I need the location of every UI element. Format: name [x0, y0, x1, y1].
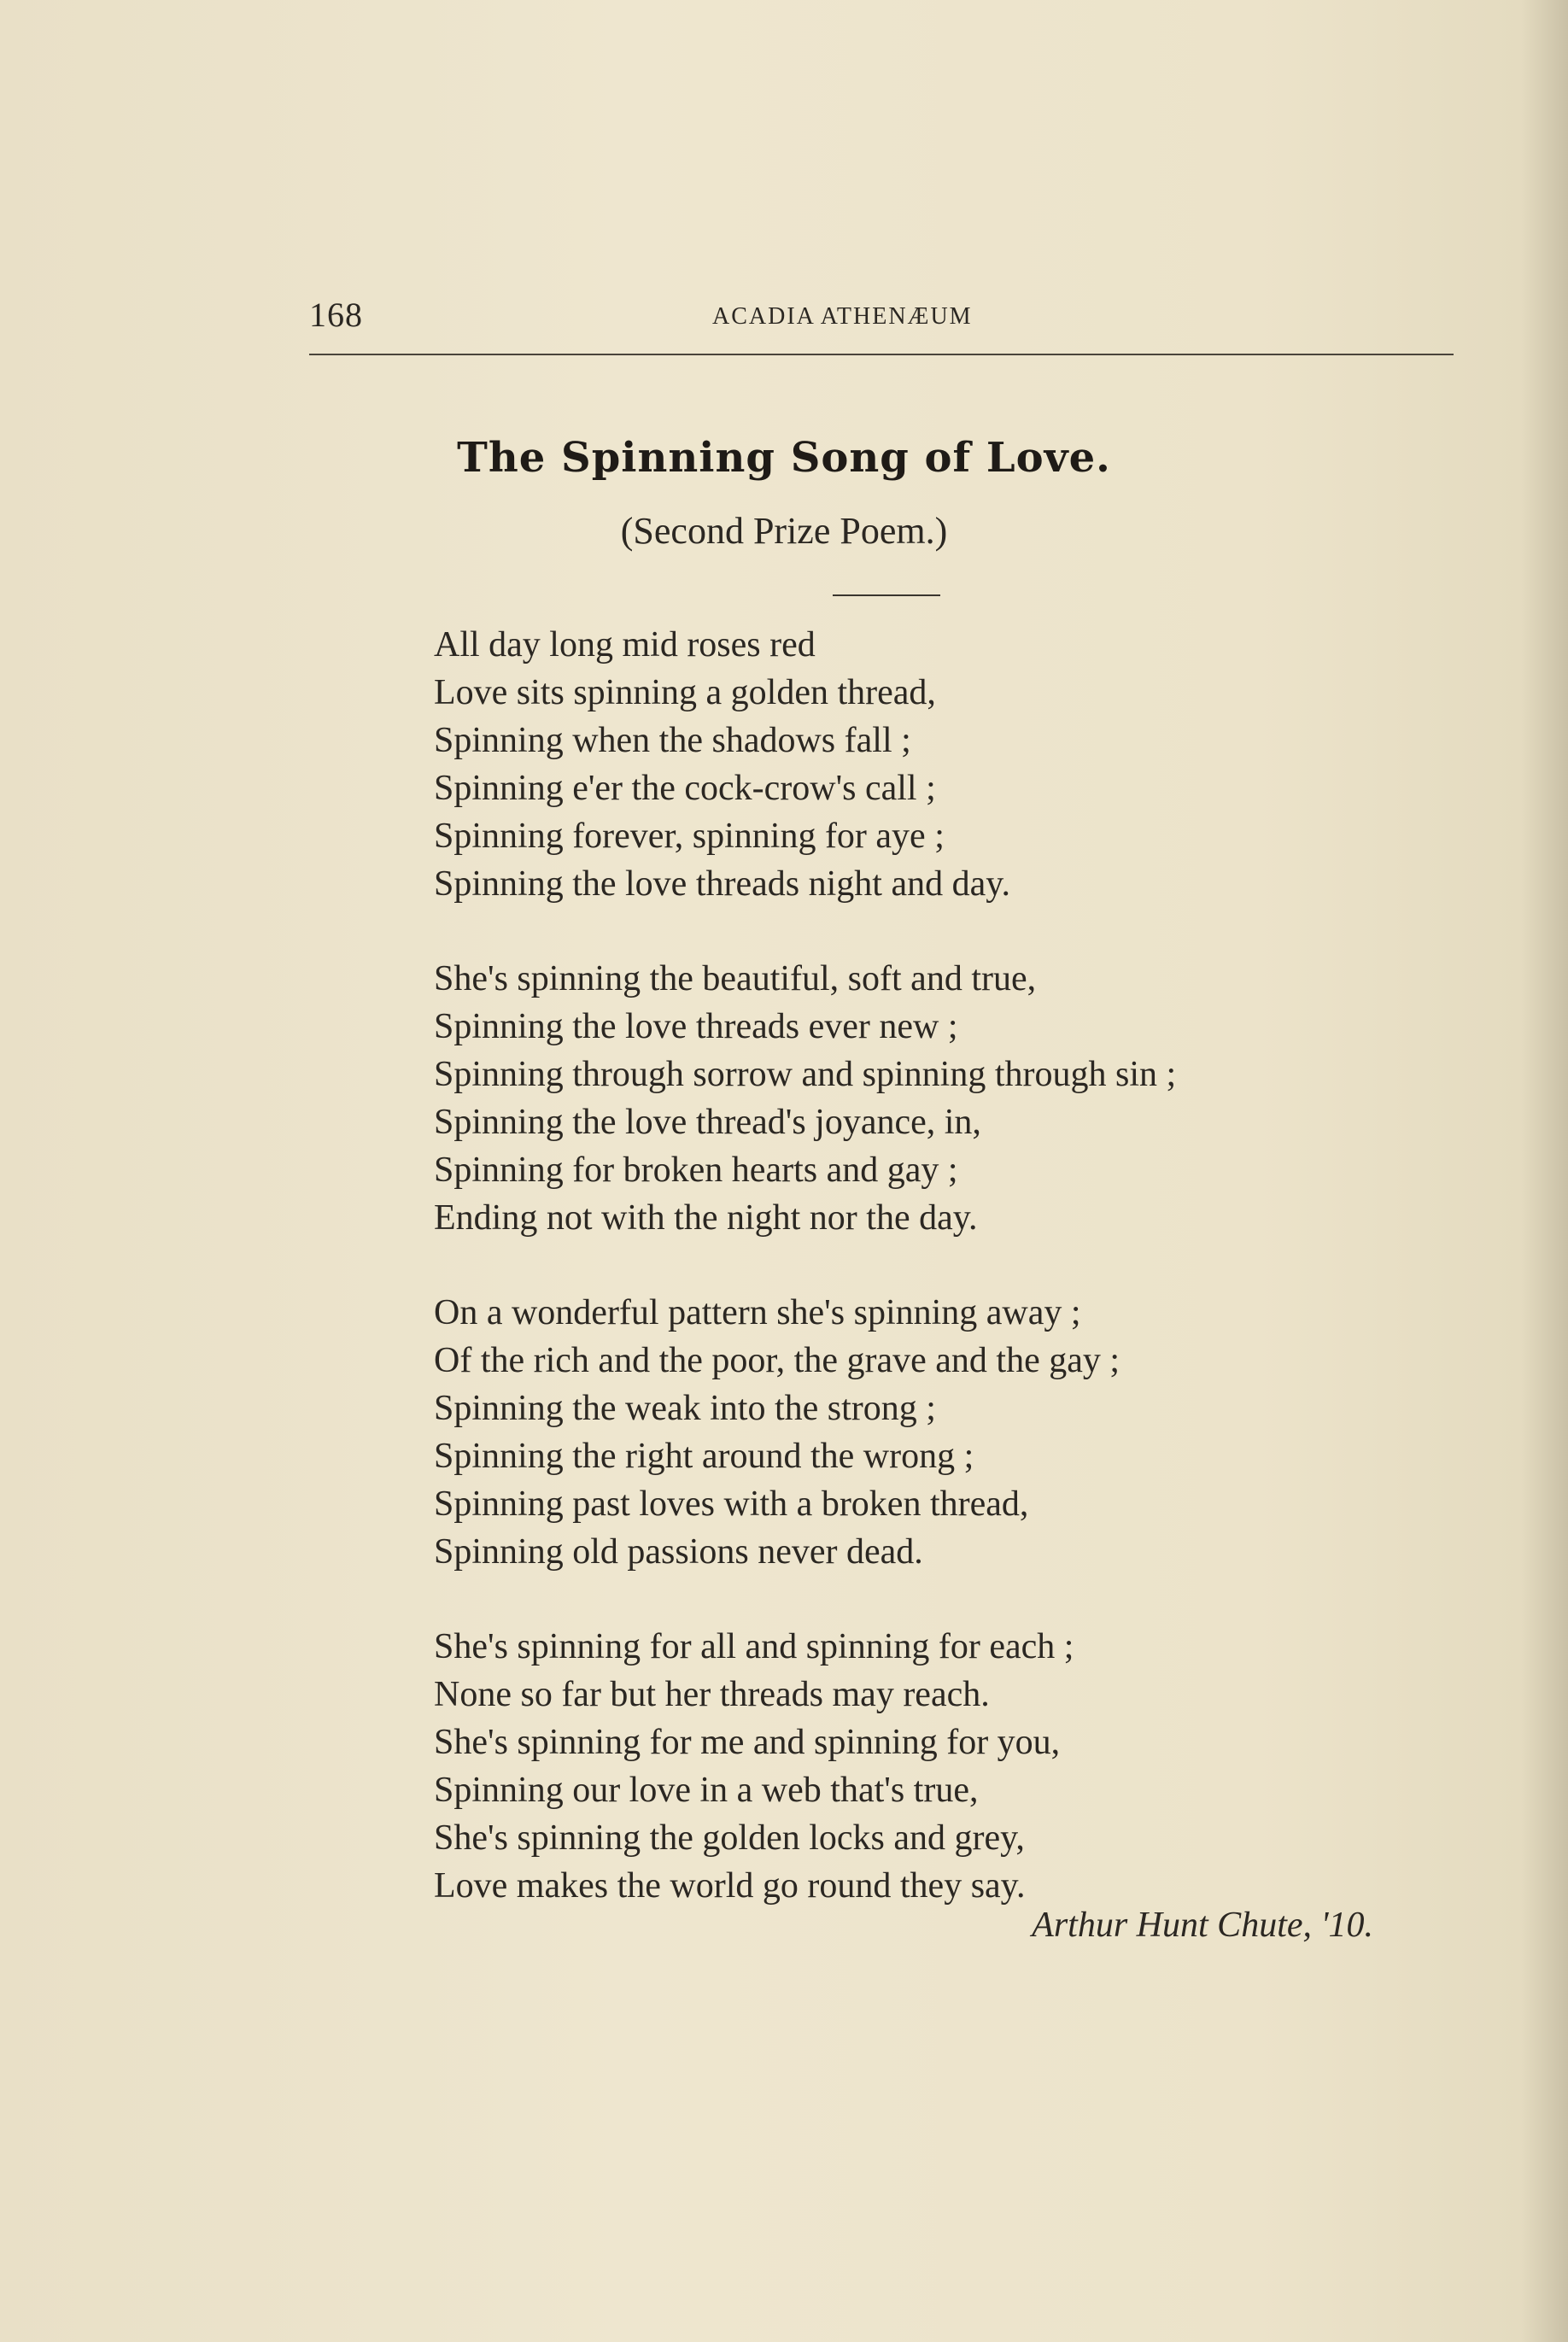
stanza-1: [434, 621, 1176, 908]
header-rule: [309, 354, 1454, 355]
stanza-3: [434, 1289, 1176, 1576]
title-divider: [833, 594, 940, 596]
poem-line: Ending not with the night nor the day.: [434, 1198, 978, 1238]
stanza-2: [434, 955, 1176, 1242]
poem-line: Spinning the love threads ever new ;: [434, 1007, 958, 1046]
running-head: ACADIA ATHENÆUM: [712, 303, 973, 330]
poem-line: She's spinning for all and spinning for each ;: [434, 1627, 1074, 1666]
poem-line: Spinning the weak into the strong ;: [434, 1389, 936, 1428]
poem-line: Spinning old passions never dead.: [434, 1532, 923, 1572]
poem-line: Spinning the love threads night and day.: [434, 864, 1010, 904]
poem-line: She's spinning for me and spinning for you,: [434, 1723, 1061, 1762]
poem-line: Spinning the love thread's joyance, in,: [434, 1103, 981, 1142]
poem-line: Love makes the world go round they say.: [434, 1866, 1026, 1906]
poem-line: None so far but her threads may reach.: [434, 1675, 990, 1714]
poem-line: Spinning past loves with a broken thread,: [434, 1484, 1029, 1524]
author-signature: Arthur Hunt Chute, '10.: [1032, 1906, 1373, 1945]
poem-line: Spinning the right around the wrong ;: [434, 1437, 974, 1476]
poem-line: Spinning e'er the cock-crow's call ;: [434, 769, 936, 808]
poem-line: Spinning our love in a web that's true,: [434, 1771, 979, 1810]
poem-line: Spinning when the shadows fall ;: [434, 721, 911, 760]
poem-line: All day long mid roses red: [434, 625, 816, 665]
page-header: [309, 295, 1454, 346]
poem-line: Spinning through sorrow and spinning through sin ;: [434, 1055, 1177, 1094]
poem-line: Love sits spinning a golden thread,: [434, 673, 936, 712]
poem-line: Of the rich and the poor, the grave and the gay ;: [434, 1341, 1120, 1380]
stanza-4: [434, 1623, 1176, 1910]
poem-line: On a wonderful pattern she's spinning away ;: [434, 1293, 1081, 1332]
poem-line: Spinning for broken hearts and gay ;: [434, 1151, 958, 1190]
poem-line: She's spinning the beautiful, soft and true,: [434, 959, 1037, 998]
poem-title: The Spinning Song of Love.: [457, 434, 1111, 482]
poem-body: [434, 621, 1176, 1957]
poem-line: Spinning forever, spinning for aye ;: [434, 817, 945, 856]
poem-subtitle: (Second Prize Poem.): [620, 510, 948, 552]
poem-line: She's spinning the golden locks and grey,: [434, 1818, 1025, 1858]
page-number: 168: [309, 296, 363, 334]
